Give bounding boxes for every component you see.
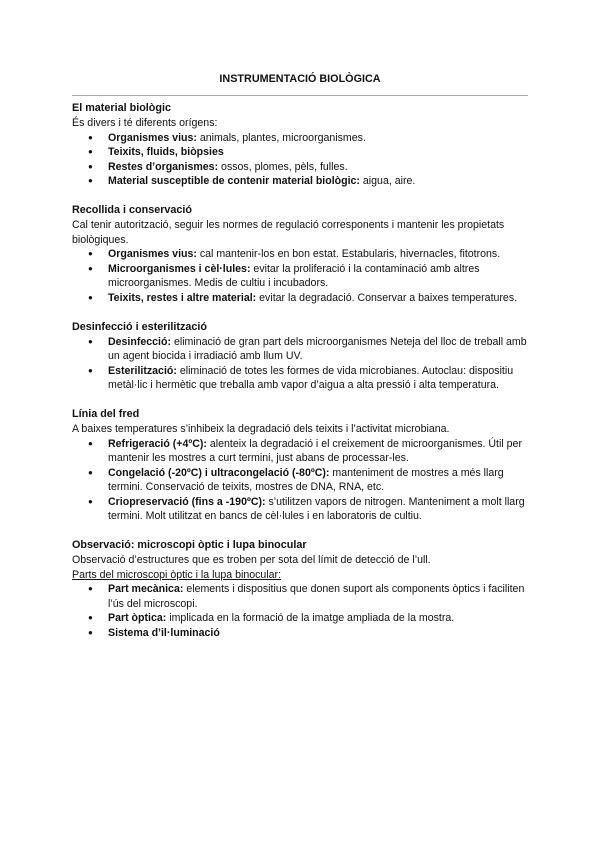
item-text: eliminació de totes les formes de vida microbianes. Autoclau: dispositiu metàl·lic i hermètic que treballa amb vapor d’aigua a alta pressió i alta temperatura. bbox=[108, 364, 514, 392]
section-linia-del-fred bbox=[72, 407, 528, 524]
list-item bbox=[108, 335, 528, 364]
item-text: evitar la degradació. Conservar a baixes temperatures. bbox=[256, 291, 518, 304]
item-term: Criopreservació (fins a -190ºC): bbox=[108, 495, 266, 508]
item-text: implicada en la formació de la imatge ampliada de la mostra. bbox=[166, 612, 455, 625]
list-item bbox=[108, 466, 528, 495]
bullet-list bbox=[72, 247, 528, 305]
title-divider bbox=[72, 95, 528, 96]
section-material-biologic bbox=[72, 101, 528, 189]
item-text: s’utilitzen vapors de nitrogen. Manteniment a molt llarg termini. Molt utilitzat en bancs de cèl·lules i en laboratoris de cultiu. bbox=[108, 495, 525, 523]
document-title: INSTRUMENTACIÓ BIOLÒGICA bbox=[219, 73, 381, 85]
list-item bbox=[108, 582, 528, 611]
section-intro: Cal tenir autorització, seguir les normes de regulació corresponents i mantenir les propietats biològiques. bbox=[72, 218, 505, 246]
section-intro: Observació d’estructures que es troben per sota del límit de detecció de l’ull. bbox=[72, 554, 431, 567]
item-text: animals, plantes, microorganismes. bbox=[196, 131, 366, 144]
bullet-list bbox=[72, 131, 528, 189]
bullet-list bbox=[72, 437, 528, 525]
bullet-list bbox=[72, 335, 528, 393]
item-text: aigua, aire. bbox=[359, 175, 416, 188]
item-term: Part mecànica: bbox=[108, 583, 184, 596]
item-term: Material susceptible de contenir material biològic: bbox=[108, 175, 360, 188]
list-item bbox=[108, 611, 528, 626]
item-text: ossos, plomes, pèls, fulles. bbox=[218, 160, 348, 173]
item-text: alenteix la degradació i el creixement de microorganismes. Útil per mantenir les mostres a curt termini, just abans de processar-les. bbox=[108, 437, 522, 465]
item-term: Esterilització: bbox=[108, 364, 177, 377]
section-heading: Línia del fred bbox=[72, 407, 140, 420]
list-item bbox=[108, 131, 528, 146]
list-item bbox=[108, 262, 528, 291]
item-term: Refrigeració (+4ºC): bbox=[108, 437, 207, 450]
item-term: Congelació (-20ºC) i ultracongelació (-80ºC): bbox=[108, 466, 330, 479]
item-term: Microorganismes i cèl·lules: bbox=[108, 262, 251, 275]
item-term: Organismes vius: bbox=[108, 131, 197, 144]
item-term: Teixits, restes i altre material: bbox=[108, 291, 257, 304]
item-term: Teixits, fluids, biòpsies bbox=[108, 146, 224, 159]
section-heading: Observació: microscopi òptic i lupa binocular bbox=[72, 539, 307, 552]
section-heading: El material biològic bbox=[72, 102, 171, 114]
section-desinfeccio-esterilitzacio bbox=[72, 320, 528, 393]
list-item bbox=[108, 174, 528, 189]
list-item bbox=[108, 364, 528, 393]
section-subheading: Parts del microscopi òptic i la lupa binocular: bbox=[72, 568, 282, 581]
list-item bbox=[108, 160, 528, 175]
bullet-list bbox=[72, 582, 528, 640]
section-intro: És divers i té diferents orígens: bbox=[72, 117, 218, 129]
item-text: manteniment de mostres a més llarg termini. Conservació de teixits, mostres de DNA, RNA, etc. bbox=[108, 466, 504, 494]
item-term: Organismes vius: bbox=[108, 248, 197, 261]
list-item bbox=[108, 495, 528, 524]
section-intro: A baixes temperatures s’inhibeix la degradació dels teixits i l’activitat microbiana. bbox=[72, 422, 450, 435]
item-text: elements i dispositius que donen suport als components òptics i faciliten l’ús del microscopi. bbox=[108, 583, 525, 610]
section-observacio-microscopi bbox=[72, 538, 528, 641]
list-item bbox=[108, 247, 528, 262]
item-term: Restes d’organismes: bbox=[108, 160, 219, 173]
section-heading: Desinfecció i esterilització bbox=[72, 320, 208, 333]
item-text: evitar la proliferació i la contaminació amb altres microorganismes. Medis de cultiu i incubadors. bbox=[108, 262, 480, 290]
section-heading: Recollida i conservació bbox=[72, 203, 193, 216]
list-item bbox=[108, 291, 528, 306]
list-item bbox=[108, 145, 528, 160]
item-term: Sistema d’il·luminació bbox=[108, 627, 220, 640]
item-text: eliminació de gran part dels microorganismes Neteja del lloc de treball amb un agent biocida i irradiació amb llum UV. bbox=[108, 335, 527, 363]
item-term: Desinfecció: bbox=[108, 335, 171, 348]
document-page bbox=[72, 72, 528, 655]
item-term: Part òptica: bbox=[108, 612, 167, 625]
list-item bbox=[108, 626, 528, 641]
item-text: cal mantenir-los en bon estat. Estabularis, hivernacles, fitotrons. bbox=[196, 248, 501, 261]
section-recollida-conservacio bbox=[72, 203, 528, 306]
list-item bbox=[108, 437, 528, 466]
